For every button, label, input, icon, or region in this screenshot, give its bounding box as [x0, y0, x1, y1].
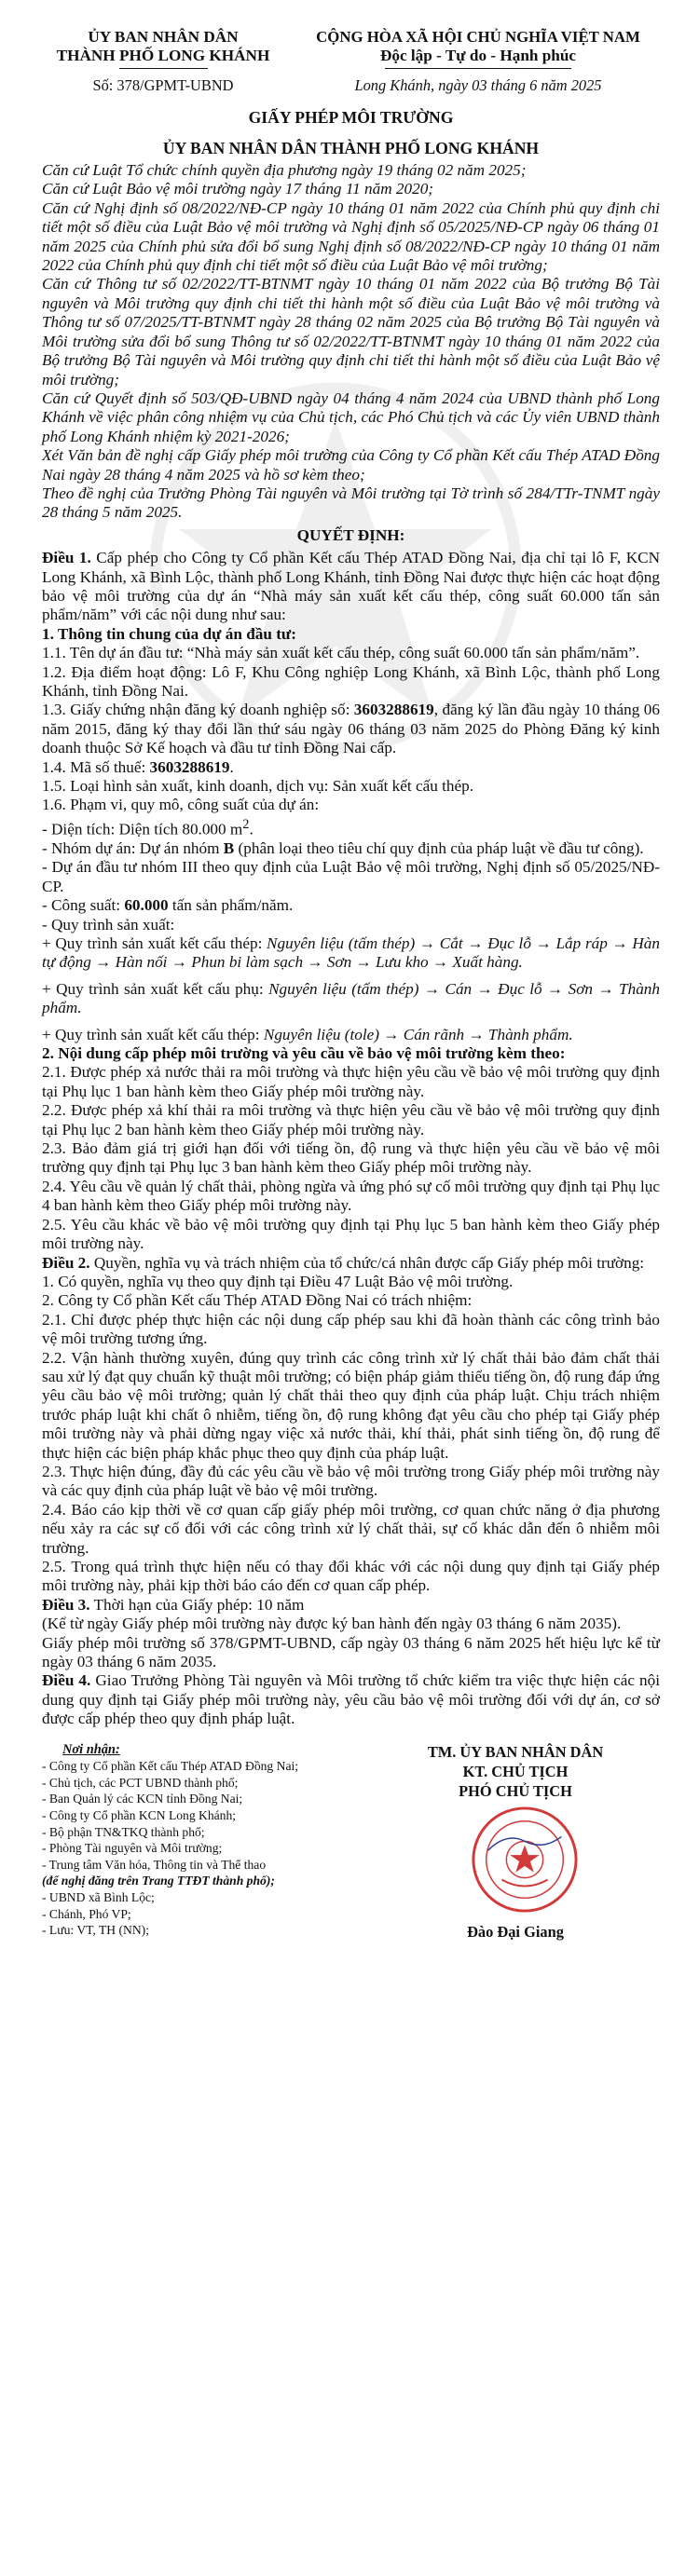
preamble: [42, 161, 660, 523]
article-3-label: Điều 3.: [42, 1595, 90, 1614]
article-2-item-2-2: 2.2. Vận hành thường xuyên, đúng quy trình các công trình xử lý chất thải bảo đảm chất thải sau xử lý đạt quy chuẩn kỹ thuật môi trường; có biện pháp giảm thiểu tiếng ồn, độ rung đáp ứng yêu cầu bảo vệ môi trường; quản lý chất thải theo quy định của pháp luật. Chịu trách nhiệm trước pháp luật khi chất ô nhiễm, tiếng ồn, độ rung không đạt yêu cầu cho phép tại Giấy phép môi trường này và phải dừng ngay việc xả nước thải, khí thải, phát sinh tiếng ồn, độ rung để thực hiện các biện pháp khắc phục theo quy định của pháp luật.: [42, 1348, 660, 1462]
process-tole-structure: [42, 1026, 660, 1044]
document-number: Số: 378/GPMT-UBND: [92, 75, 234, 94]
article-2-item-2-1: 2.1. Chỉ được phép thực hiện các nội dung cấp phép sau khi đã hoàn thành các công trình bảo vệ môi trường tương ứng.: [42, 1310, 660, 1348]
article-1-label: Điều 1.: [42, 549, 91, 567]
signature-line-3: PHÓ CHỦ TỊCH: [459, 1781, 572, 1800]
project-group-note: (phân loại theo tiêu chí quy định của pháp luật về đầu tư công).: [234, 838, 644, 857]
item-2-4: 2.4. Yêu cầu về quản lý chất thải, phòng ngừa và ứng phó sự cố môi trường quy định tại Phụ lục 4 ban hành kèm theo Giấy phép môi trường này.: [42, 1177, 660, 1215]
signature-line-2: KT. CHỦ TỊCH: [462, 1762, 569, 1780]
project-group-value: B: [223, 838, 235, 857]
recipient-item: - Lưu: VT, TH (NN);: [42, 1923, 149, 1938]
preamble-item: Theo đề nghị của Trưởng Phòng Tài nguyên và Môi trường tại Tờ trình số 284/TTr-TNMT ngày 28 tháng 5 năm 2025.: [42, 484, 660, 522]
item-1-6: 1.6. Phạm vi, quy mô, công suất của dự án:: [42, 796, 320, 814]
item-1-1: 1.1. Tên dự án đầu tư: “Nhà máy sản xuất kết cấu thép, công suất 60.000 tấn sản phẩm/năm”.: [42, 644, 640, 662]
process-3-label: + Quy trình sản xuất kết cấu thép:: [42, 1025, 264, 1043]
article-3-validity: (Kể từ ngày Giấy phép môi trường này được ký ban hành đến ngày 03 tháng 6 năm 2035).: [42, 1615, 622, 1633]
project-class: - Dự án đầu tư nhóm III theo quy định của Luật Bảo vệ môi trường, Nghị định số 05/2025/NĐ-CP.: [42, 858, 660, 895]
agency-line-2: THÀNH PHỐ LONG KHÁNH: [56, 47, 270, 65]
article-1: [42, 549, 660, 625]
item-2-5: 2.5. Yêu cầu khác về bảo vệ môi trường quy định tại Phụ lục 5 ban hành kèm theo Giấy phép môi trường này.: [42, 1215, 660, 1253]
item-1-4: [42, 758, 660, 777]
country-name: CỘNG HÒA XÃ HỘI CHỦ NGHĨA VIỆT NAM: [316, 28, 640, 46]
process-steel-structure: [42, 934, 660, 973]
article-1-text: Cấp phép cho Công ty Cổ phần Kết cấu Thép ATAD Đồng Nai, địa chỉ tại lô F, KCN Long Khánh, xã Bình Lộc, thành phố Long Khánh, tỉnh Đồng Nai được thực hiện các hoạt động bảo vệ môi trường của dự án “Nhà máy sản xuất kết cấu thép, công suất 60.000 tấn sản phẩm/năm” với các nội dung như sau:: [42, 549, 660, 624]
article-2-text: Quyền, nghĩa vụ và trách nhiệm của tổ chức/cá nhân được cấp Giấy phép môi trường:: [89, 1253, 645, 1272]
article-2-item-2-3: 2.3. Thực hiện đúng, đầy đủ các yêu cầu về bảo vệ môi trường trong Giấy phép môi trường này và các quy định của pháp luật về bảo vệ môi trường.: [42, 1462, 660, 1500]
item-1-4-label: 1.4. Mã số thuế:: [42, 757, 150, 776]
project-group: [42, 839, 660, 858]
red-seal-icon: [470, 1805, 580, 1915]
agency-divider: [119, 68, 208, 69]
preamble-item: Căn cứ Thông tư số 02/2022/TT-BTNMT ngày 10 tháng 01 năm 2022 của Bộ trưởng Bộ Tài nguyên và Môi trường quy định chi tiết thi hành một số điều của Luật Bảo vệ môi trường và Thông tư số 07/2025/TT-BTNMT ngày 28 tháng 02 năm 2025 của Bộ trưởng Bộ Tài nguyên và Môi trường sửa đổi bổ sung Thông tư số 02/2022/TT-BTNMT ngày 10 tháng 01 năm 2022 của Bộ trưởng Bộ Tài nguyên và Môi trường quy định chi tiết thi hành một số điều của Luật Bảo vệ môi trường;: [42, 275, 660, 388]
process-2-label: + Quy trình sản xuất kết cấu phụ:: [42, 979, 269, 998]
recipient-item-note: (để nghị đăng trên Trang TTĐT thành phố);: [42, 1874, 275, 1888]
document-title: GIẤY PHÉP MÔI TRƯỜNG: [248, 108, 454, 128]
capacity-unit: tấn sản phẩm/năm.: [168, 896, 294, 915]
process-auxiliary-structure: [42, 980, 660, 1018]
item-1-3-label: 1.3. Giấy chứng nhận đăng ký doanh nghiệp số:: [42, 701, 354, 719]
recipient-item: - UBND xã Bình Lộc;: [42, 1890, 155, 1905]
recipient-item: - Bộ phận TN&TKQ thành phố;: [42, 1824, 205, 1839]
area-unit-superscript: 2: [242, 816, 250, 832]
issuing-agency: [42, 28, 284, 76]
article-4: [42, 1671, 660, 1728]
process-3-steps: Nguyên liệu (tole) → Cán rãnh → Thành phẩm.: [263, 1025, 573, 1043]
item-2-1: 2.1. Được phép xả nước thải ra môi trường và thực hiện yêu cầu về bảo vệ môi trường quy định tại Phụ lục 1 ban hành kèm theo Giấy phép môi trường này.: [42, 1063, 660, 1100]
item-2-2: 2.2. Được phép xả khí thải ra môi trường và thực hiện yêu cầu về bảo vệ môi trường quy định tại Phụ lục 2 ban hành kèm theo Giấy phép môi trường này.: [42, 1101, 660, 1138]
item-1-2: 1.2. Địa điểm hoạt động: Lô F, Khu Công nghiệp Long Khánh, xã Bình Lộc, thành phố Long Khánh, tỉnh Đồng Nai.: [42, 662, 660, 700]
article-4-text: Giao Trưởng Phòng Tài nguyên và Môi trường tổ chức kiểm tra việc thực hiện các nội dung quy định tại Giấy phép môi trường này, yêu cầu bảo vệ môi trường đối với dự án, cơ sở được cấp phép theo quy định pháp luật.: [42, 1671, 661, 1728]
decision-body: [42, 549, 660, 1729]
place-date: Long Khánh, ngày 03 tháng 6 năm 2025: [354, 75, 602, 94]
item-1-3: [42, 701, 660, 757]
document-meta: [42, 76, 660, 95]
capacity-value: 60.000: [124, 896, 169, 915]
decision-heading: QUYẾT ĐỊNH:: [296, 525, 405, 544]
preamble-item: Căn cứ Luật Bảo vệ môi trường ngày 17 tháng 11 năm 2020;: [42, 180, 434, 198]
recipients-list: [42, 1742, 350, 1942]
project-area-end: .: [249, 820, 254, 838]
item-1-5: 1.5. Loại hình sản xuất, kinh doanh, dịch vụ: Sản xuất kết cấu thép.: [42, 777, 474, 796]
article-2-item-1: 1. Có quyền, nghĩa vụ theo quy định tại Điều 47 Luật Bảo vệ môi trường.: [42, 1272, 514, 1290]
section-1-title: 1. Thông tin chung của dự án đầu tư:: [42, 624, 296, 643]
signer-name: Đào Đại Giang: [467, 1923, 564, 1942]
recipients-label: Nơi nhận:: [62, 1741, 120, 1757]
project-group-label: - Nhóm dự án: Dự án nhóm: [42, 838, 224, 857]
preamble-item: Căn cứ Nghị định số 08/2022/NĐ-CP ngày 10 tháng 01 năm 2022 của Chính phủ quy định chi tiết một số điều của Luật Bảo vệ môi trường và Nghị định số 05/2025/NĐ-CP ngày 06 tháng 01 năm 2025 của Chính phủ sửa đổi bổ sung Nghị định số 08/2022/NĐ-CP ngày 10 tháng 01 năm 2022 của Chính phủ quy định chi tiết một số điều của Luật Bảo vệ môi trường;: [42, 198, 660, 275]
article-3: [42, 1596, 660, 1615]
recipient-item: - Phòng Tài nguyên và Môi trường;: [42, 1841, 223, 1856]
national-title: [296, 28, 660, 76]
agency-line-1: ỦY BAN NHÂN DÂN: [88, 28, 239, 46]
recipient-item: - Công ty Cổ phần Kết cấu Thép ATAD Đồng Nai;: [42, 1759, 299, 1774]
process-1-steps: Nguyên liệu (tấm thép) → Cắt → Đục lỗ → Lắp ráp → Hàn tự động → Hàn nối → Phun bi làm sạch → Sơn → Lưu kho → Xuất hàng.: [42, 934, 660, 972]
motto-divider: [385, 68, 571, 69]
section-2-title: 2. Nội dung cấp phép môi trường và yêu cầu về bảo vệ môi trường kèm theo:: [42, 1044, 566, 1063]
production-process-heading: - Quy trình sản xuất:: [42, 915, 175, 934]
process-1-label: + Quy trình sản xuất kết cấu thép:: [42, 934, 267, 953]
article-2-item-2-4: 2.4. Báo cáo kịp thời về cơ quan cấp giấy phép môi trường, cơ quan chức năng ở địa phương nếu xảy ra các sự cố đối với các công trình xử lý chất thải, sự cố khác dẫn đến ô nhiễm môi trường.: [42, 1500, 660, 1557]
item-2-3: 2.3. Bảo đảm giá trị giới hạn đối với tiếng ồn, độ rung và thực hiện yêu cầu về bảo vệ môi trường quy định tại Phụ lục 3 ban hành kèm theo Giấy phép môi trường này.: [42, 1139, 660, 1177]
signature-line-1: TM. ỦY BAN NHÂN DÂN: [427, 1742, 604, 1761]
national-motto: Độc lập - Tự do - Hạnh phúc: [379, 47, 577, 65]
preamble-item: Căn cứ Luật Tổ chức chính quyền địa phương ngày 19 tháng 02 năm 2025;: [42, 161, 527, 180]
capacity-label: - Công suất:: [42, 896, 125, 915]
article-3-expiry: Giấy phép môi trường số 378/GPMT-UBND, cấp ngày 03 tháng 6 năm 2025 hết hiệu lực kể từ ngày 03 tháng 6 năm 2035.: [42, 1633, 660, 1671]
item-1-3-text: , đăng ký lần đầu ngày 10 tháng 06 năm 2015, đăng ký thay đổi lần thứ sáu ngày 06 tháng 03 năm 2025 do Phòng Đăng ký kinh doanh thuộc Sở Kế hoạch và đầu tư tỉnh Đồng Nai cấp.: [42, 701, 660, 757]
project-capacity: [42, 896, 660, 915]
recipient-item: - Chủ tịch, các PCT UBND thành phố;: [42, 1775, 239, 1790]
article-2-item-2: 2. Công ty Cổ phần Kết cấu Thép ATAD Đồng Nai có trách nhiệm:: [42, 1291, 473, 1310]
preamble-item: Xét Văn bản đề nghị cấp Giấy phép môi trường của Công ty Cổ phần Kết cấu Thép ATAD Đồng Nai ngày 28 tháng 4 năm 2025 và hồ sơ kèm theo;: [42, 446, 660, 484]
tax-code: 3603288619: [149, 757, 230, 776]
item-1-4-end: .: [229, 757, 234, 776]
project-area-text: - Diện tích: Diện tích 80.000 m: [42, 820, 243, 838]
article-4-label: Điều 4.: [42, 1671, 91, 1690]
article-2-label: Điều 2.: [42, 1253, 90, 1272]
recipient-item: - Trung tâm Văn hóa, Thông tin và Thể thao: [42, 1857, 267, 1872]
article-2-item-2-5: 2.5. Trong quá trình thực hiện nếu có thay đổi khác với các nội dung quy định tại Giấy phép môi trường này, phải kịp thời báo cáo đến cơ quan cấp phép.: [42, 1558, 660, 1595]
recipient-item: - Công ty Cổ phần KCN Long Khánh;: [42, 1808, 237, 1823]
business-registration-number: 3603288619: [353, 701, 434, 719]
recipient-item: - Chánh, Phó VP;: [42, 1906, 131, 1921]
article-2: [42, 1254, 660, 1273]
signature-block: [371, 1742, 660, 1942]
document-header: [42, 28, 660, 76]
project-area: [42, 815, 660, 839]
process-2-steps: Nguyên liệu (tấm thép) → Cán → Đục lỗ → Sơn → Thành phẩm.: [42, 979, 660, 1017]
closing-block: [42, 1742, 660, 1942]
article-3-text: Thời hạn của Giấy phép: 10 năm: [89, 1595, 305, 1614]
recipient-item: - Ban Quản lý các KCN tỉnh Đồng Nai;: [42, 1792, 243, 1806]
issuing-authority: ỦY BAN NHÂN DÂN THÀNH PHỐ LONG KHÁNH: [162, 138, 540, 157]
preamble-item: Căn cứ Quyết định số 503/QĐ-UBND ngày 04 tháng 4 năm 2024 của UBND thành phố Long Khánh về việc phân công nhiệm vụ của Chủ tịch, các Phó Chủ tịch và các Ủy viên UBND thành phố Long Khánh nhiệm kỳ 2021-2026;: [42, 388, 660, 445]
